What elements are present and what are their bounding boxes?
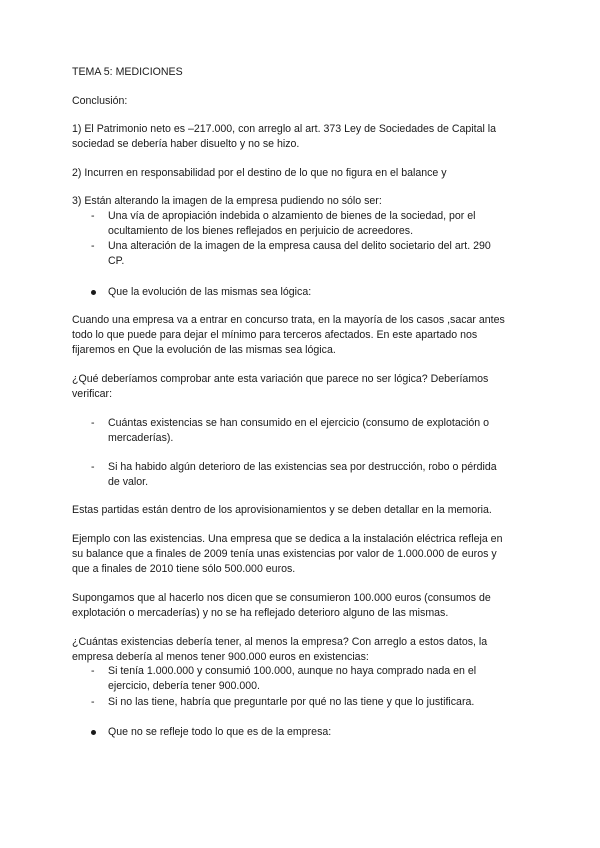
list-item: Una alteración de la imagen de la empresa causa del delito societario del art. 290	[108, 240, 491, 252]
paragraph-4-line-1: Cuando una empresa va a entrar en concurso trata, en la mayoría de los casos ,sacar antes	[72, 314, 505, 326]
conclusion-heading: Conclusión:	[72, 95, 128, 107]
paragraph-6-line-2: su balance que a finales de 2009 tenía unas existencias por valor de 1.000.000 de euros y	[72, 548, 497, 560]
dash-marker: -	[91, 696, 95, 708]
question-2-line-1: ¿Cuántas existencias debería tener, al menos la empresa? Con arreglo a estos datos, la	[72, 636, 488, 648]
paragraph-3: 3) Están alterando la imagen de la empresa pudiendo no sólo ser:	[72, 195, 382, 207]
list-item: Si no las tiene, habría que preguntarle por qué no las tiene y que lo justificara.	[108, 696, 475, 708]
paragraph-7-line-1: Supongamos que al hacerlo nos dicen que se consumieron 100.000 euros (consumos de	[72, 592, 491, 604]
paragraph-4-line-3: fijaremos en Que la evolución de las mismas sea lógica.	[72, 344, 336, 356]
bullet-dot	[91, 730, 96, 735]
bullet-heading-2: Que no se refleje todo lo que es de la empresa:	[108, 726, 332, 738]
paragraph-6-line-1: Ejemplo con las existencias. Una empresa que se dedica a la instalación eléctrica refleja en	[72, 533, 503, 545]
list-item: Cuántas existencias se han consumido en el ejercicio (consumo de explotación o	[108, 417, 490, 429]
paragraph-1-line-2: sociedad se debería haber disuelto y no se hizo.	[72, 138, 300, 150]
paragraph-2: 2) Incurren en responsabilidad por el destino de lo que no figura en el balance y	[72, 167, 447, 179]
bullet-dot	[91, 290, 96, 295]
dash-marker: -	[91, 665, 95, 677]
paragraph-4-line-2: todo lo que puede para dejar el mínimo para terceros afectados. En este apartado nos	[72, 329, 478, 341]
list-item: Si tenía 1.000.000 y consumió 100.000, aunque no haya comprado nada en el	[108, 665, 477, 677]
dash-marker: -	[91, 210, 95, 222]
paragraph-7-line-2: explotación o mercaderías) y no se ha reflejado deterioro alguno de las mismas.	[72, 607, 449, 619]
list-item-continuation: ejercicio, debería tener 900.000.	[108, 680, 260, 692]
question-2-line-2: empresa debería al menos tener 900.000 euros en existencias:	[72, 651, 369, 663]
dash-marker: -	[91, 461, 95, 473]
bullet-heading-1: Que la evolución de las mismas sea lógica:	[108, 286, 312, 298]
question-1-line-2: verificar:	[72, 388, 113, 400]
list-item-continuation: mercaderías).	[108, 432, 174, 444]
dash-marker: -	[91, 240, 95, 252]
list-item: Una vía de apropiación indebida o alzamiento de bienes de la sociedad, por el	[108, 210, 476, 222]
list-item-continuation: CP.	[108, 255, 125, 267]
paragraph-6-line-3: que a finales de 2010 tiene sólo 500.000 euros.	[72, 563, 296, 575]
dash-marker: -	[91, 417, 95, 429]
list-item-continuation: ocultamiento de los bienes reflejados en perjuicio de acreedores.	[108, 225, 414, 237]
paragraph-1-line-1: 1) El Patrimonio neto es –217.000, con arreglo al art. 373 Ley de Sociedades de Capital la	[72, 123, 497, 135]
paragraph-5: Estas partidas están dentro de los aprovisionamientos y se deben detallar en la memoria.	[72, 504, 492, 516]
page-title: TEMA 5: MEDICIONES	[72, 66, 183, 78]
list-item: Si ha habido algún deterioro de las existencias sea por destrucción, robo o pérdida	[108, 461, 497, 473]
question-1-line-1: ¿Qué deberíamos comprobar ante esta variación que parece no ser lógica? Deberíamos	[72, 373, 489, 385]
list-item-continuation: de valor.	[108, 476, 149, 488]
